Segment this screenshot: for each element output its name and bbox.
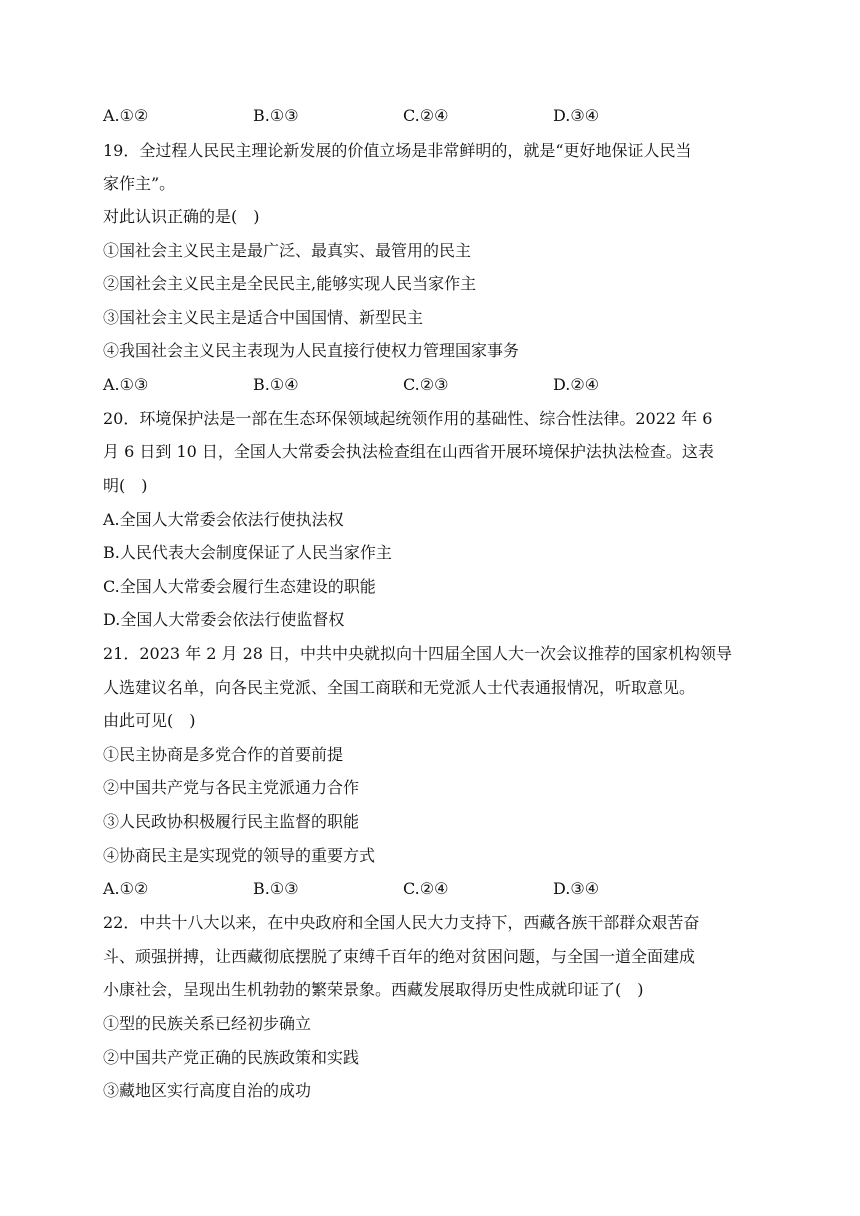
q19-statement-1: ①国社会主义民主是最广泛、最真实、最管用的民主 [103,241,472,260]
option-d: D.③④ [553,106,600,125]
q21-statement-4: ④协商民主是实现党的领导的重要方式 [103,846,376,865]
option-c: C.②④ [403,879,449,898]
option-b: B.①④ [253,375,299,394]
q20-stem-line3: 明( ) [103,476,148,495]
q22-stem-line3: 小康社会，呈现出生机勃勃的繁荣景象。西藏发展取得历史性成就印证了( ) [103,980,644,999]
option-b: B.①③ [253,879,299,898]
q19-stem-line2: 家作主”。 [103,174,176,193]
q20-option-c: C.全国人大常委会履行生态建设的职能 [103,577,376,596]
q22-statement-1: ①型的民族关系已经初步确立 [103,1014,312,1033]
option-d: D.②④ [553,375,600,394]
q19-statement-2: ②国社会主义民主是全民民主,能够实现人民当家作主 [103,274,477,293]
q22-stem-line1: 22．中共十八大以来，在中央政府和全国人民大力支持下，西藏各族干部群众艰苦奋 [103,913,700,932]
option-c: C.②④ [403,106,449,125]
q19-stem-line1: 19．全过程人民民主理论新发展的价值立场是非常鲜明的，就是“更好地保证人民当 [103,141,692,160]
option-d: D.③④ [553,879,600,898]
q19-statement-4: ④我国社会主义民主表现为人民直接行使权力管理国家事务 [103,341,520,360]
q21-statement-2: ②中国共产党与各民主党派通力合作 [103,778,360,797]
option-a: A.①② [103,879,149,898]
q22-statement-3: ③藏地区实行高度自治的成功 [103,1081,312,1100]
q19-stem-line3: 对此认识正确的是( ) [103,207,260,226]
q21-statement-1: ①民主协商是多党合作的首要前提 [103,745,344,764]
q22-statement-2: ②中国共产党正确的民族政策和实践 [103,1048,360,1067]
option-a: A.①② [103,106,149,125]
q21-stem-line1: 21．2023 年 2 月 28 日，中共中央就拟向十四届全国人大一次会议推荐的国家机构领导 [103,644,733,663]
q21-statement-3: ③人民政协积极履行民主监督的职能 [103,812,360,831]
q19-statement-3: ③国社会主义民主是适合中国国情、新型民主 [103,308,424,327]
q20-stem-line2: 月 6 日到 10 日，全国人大常委会执法检查组在山西省开展环境保护法执法检查。这表 [103,442,714,461]
q20-stem-line1: 20．环境保护法是一部在生态环保领域起统领作用的基础性、综合性法律。2022 年 6 [103,409,713,428]
q21-stem-line3: 由此可见( ) [103,711,196,730]
q21-stem-line2: 人选建议名单，向各民主党派、全国工商联和无党派人士代表通报情况，听取意见。 [103,678,696,697]
q20-option-b: B.人民代表大会制度保证了人民当家作主 [103,543,392,562]
q22-stem-line2: 斗、顽强拼搏，让西藏彻底摆脱了束缚千百年的绝对贫困问题，与全国一道全面建成 [103,947,696,966]
q20-option-d: D.全国人大常委会依法行使监督权 [103,610,345,629]
option-c: C.②③ [403,375,449,394]
option-a: A.①③ [103,375,149,394]
q20-option-a: A.全国人大常委会依法行使执法权 [103,510,344,529]
option-b: B.①③ [253,106,299,125]
